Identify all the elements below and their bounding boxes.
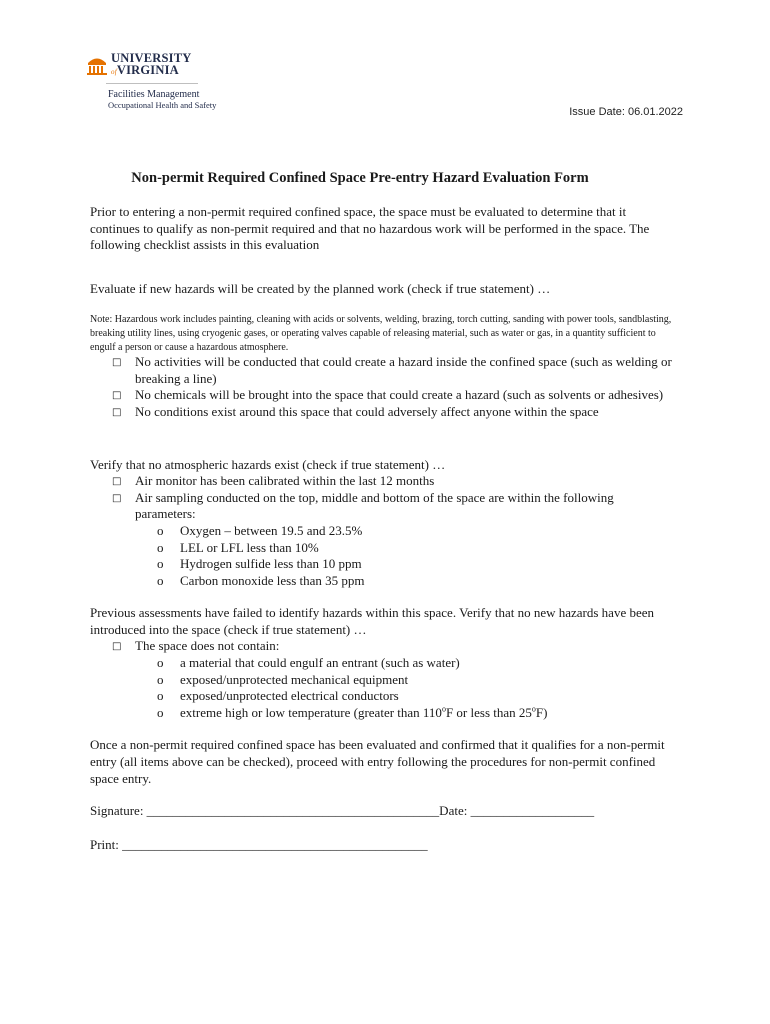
university-of: of [111, 68, 117, 76]
checkbox-icon[interactable]: □ [112, 476, 122, 488]
bullet-icon: o [157, 539, 164, 555]
bullet-icon: o [157, 671, 164, 687]
parameter-item: o Carbon monoxide less than 35 ppm [157, 572, 365, 588]
new-hazard-checklist [90, 354, 675, 420]
checkbox-icon[interactable]: □ [112, 357, 122, 369]
uva-logo [86, 52, 286, 110]
division-name: Occupational Health and Safety [108, 100, 217, 110]
parameter-item: o LEL or LFL less than 10% [157, 539, 319, 555]
parameter-item: o Hydrogen sulfide less than 10 ppm [157, 556, 362, 572]
space-contents-checklist [90, 638, 675, 721]
university-wordmark: UNIVERSITY [111, 51, 192, 65]
checklist-item [90, 490, 675, 590]
checklist-item [90, 354, 675, 387]
contents-item: o exposed/unprotected electrical conductors [157, 688, 399, 704]
previous-assessment-heading: Previous assessments have failed to identify hazards within this space. Verify that no new hazards have been introduced into the space (check if true statement) … [90, 605, 655, 637]
parameter-item: o Oxygen – between 19.5 and 23.5% [157, 522, 363, 538]
checklist-item [90, 404, 675, 421]
closing-paragraph: Once a non-permit required confined space has been evaluated and confirmed that it qualifies for a non-permit entry (all items above can be checked), proceed with entry following the procedures for non-permit confined space entry. [90, 737, 665, 786]
bullet-icon: o [157, 556, 164, 572]
signature-date-field[interactable]: Signature: _____________________________________________Date: ___________________ [90, 803, 595, 819]
evaluate-heading: Evaluate if new hazards will be created by the planned work (check if true statement) … [90, 280, 551, 296]
checklist-item-text: No conditions exist around this space that could adversely affect anyone within the space [135, 403, 599, 419]
space-contents-list [135, 655, 675, 721]
bullet-icon: o [157, 704, 164, 720]
checklist-item-text: Air monitor has been calibrated within the last 12 months [135, 473, 435, 489]
checklist-item-text: Air sampling conducted on the top, middle and bottom of the space are within the following parameters: [135, 489, 614, 522]
bullet-icon: o [157, 655, 164, 671]
checklist-item [90, 387, 675, 404]
department-name: Facilities Management [108, 89, 200, 100]
checklist-item-text: The space does not contain: [135, 638, 280, 654]
atmospheric-checklist [90, 473, 675, 589]
form-title: Non-permit Required Confined Space Pre-entry Hazard Evaluation Form [131, 170, 589, 186]
contents-item [135, 705, 675, 722]
checkbox-icon[interactable]: □ [112, 390, 122, 402]
temperature-item-text: extreme high or low temperature (greater than 110$^o$F or less than 25$^o$F) [180, 704, 548, 720]
checkbox-icon[interactable]: □ [112, 406, 122, 418]
verify-heading: Verify that no atmospheric hazards exist (check if true statement) … [90, 456, 446, 472]
bullet-icon: o [157, 688, 164, 704]
virginia-wordmark: VIRGINIA [116, 63, 179, 77]
checklist-item [90, 473, 675, 490]
print-name-field[interactable]: Print: _______________________________________________ [90, 836, 428, 852]
issue-date: Issue Date: 06.01.2022 [569, 106, 683, 118]
checkbox-icon[interactable]: □ [112, 492, 122, 504]
checkbox-icon[interactable]: □ [112, 641, 122, 653]
intro-paragraph: Prior to entering a non-permit required confined space, the space must be evaluated to determine that it continues to qualify as non-permit required and that no hazardous work will be performed in the space. The following checklist assists in this evaluation [90, 204, 650, 253]
checklist-item-text: No activities will be conducted that could create a hazard inside the confined space (such as welding or breaking a line) [135, 354, 672, 386]
bullet-icon: o [157, 522, 164, 538]
contents-item: o a material that could engulf an entrant (such as water) [157, 655, 460, 671]
logo-divider [106, 83, 198, 84]
contents-item: o exposed/unprotected mechanical equipment [157, 671, 409, 687]
checklist-item-text: No chemicals will be brought into the space that could create a hazard (such as solvents or adhesives) [135, 387, 664, 403]
bullet-icon: o [157, 572, 164, 588]
parameter-list [135, 523, 675, 589]
hazardous-work-note: Note: Hazardous work includes painting, cleaning with acids or solvents, welding, brazing, torch cutting, sanding with power tools, sandblasting, breaking utility lines, using cryogenic gases, or operating valves capable of releasing material, such as water or gas, in a quantity sufficient to engulf a person or cause a hazardous atmosphere. [90, 314, 672, 353]
form-body [90, 204, 675, 853]
checklist-item [90, 638, 675, 721]
rotunda-icon [86, 54, 108, 76]
